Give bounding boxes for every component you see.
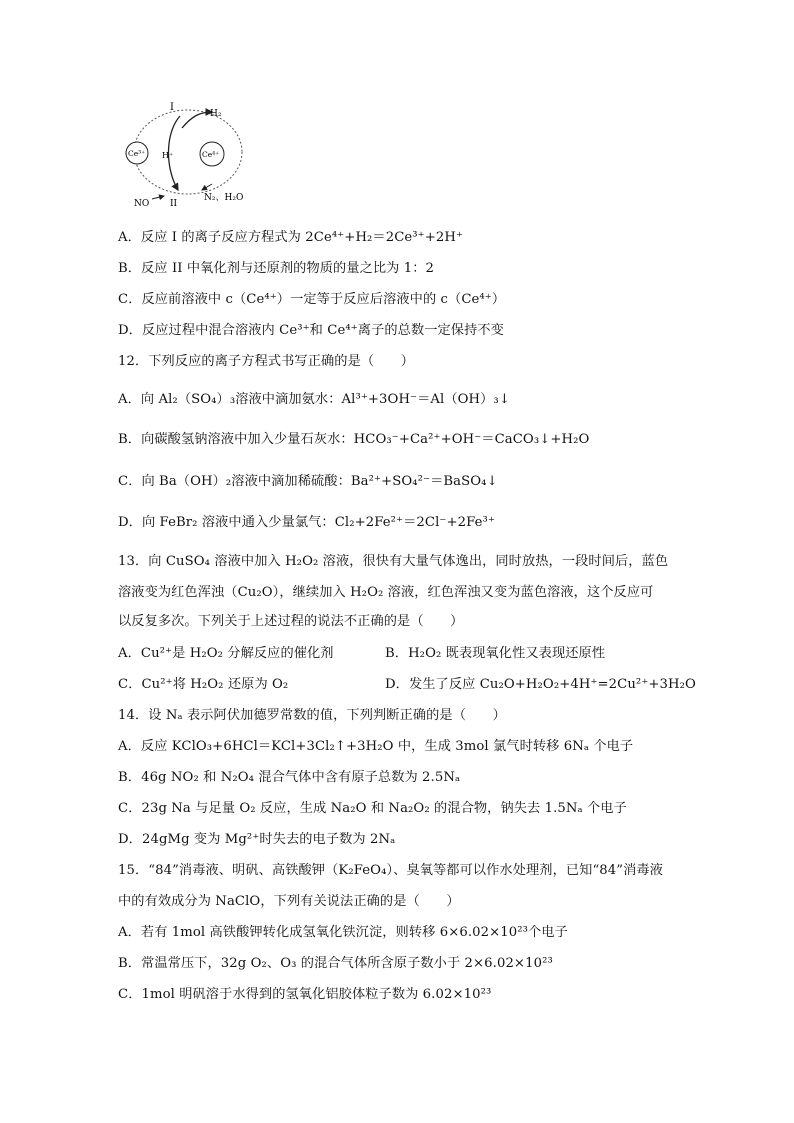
q13-option-a: A．Cu²⁺是 H₂O₂ 分解反应的催化剂 xyxy=(118,646,334,661)
q15-option-c: C．1mol 明矾溶于水得到的氢氧化铝胶体粒子数为 6.02×10²³ xyxy=(118,987,492,1002)
label-i: I xyxy=(170,102,174,113)
arrow-h2-in xyxy=(182,112,212,128)
q14-option-c: C．23g Na 与足量 O₂ 反应，生成 Na₂O 和 Na₂O₂ 的混合物，钠失去 1.5Nₐ 个电子 xyxy=(118,801,627,816)
label-ii: II xyxy=(170,199,178,209)
q12-option-c: C．向 Ba（OH）₂溶液中滴加稀硫酸：Ba²⁺+SO₄²⁻＝BaSO₄↓ xyxy=(118,474,498,489)
label-n2-h2o: N₂、H₂O xyxy=(204,193,244,203)
q15-option-a: A．若有 1mol 高铁酸钾转化成氢氧化铁沉淀，则转移 6×6.02×10²³个电子 xyxy=(118,925,568,940)
cycle-ring xyxy=(134,110,242,194)
q12-stem: 12．下列反应的离子方程式书写正确的是（ ） xyxy=(118,354,415,369)
q12-option-a: A．向 Al₂（SO₄）₃溶液中滴加氨水：Al³⁺+3OH⁻＝Al（OH）₃↓ xyxy=(118,392,510,407)
q12-option-d: D．向 FeBr₂ 溶液中通入少量氯气：Cl₂+2Fe²⁺＝2Cl⁻+2Fe³⁺ xyxy=(118,515,496,530)
label-no: NO xyxy=(134,199,150,209)
q14-option-b: B．46g NO₂ 和 N₂O₄ 混合气体中含有原子总数为 2.5Nₐ xyxy=(118,770,461,785)
q13-stem-line3: 以反复多次。下列关于上述过程的说法不正确的是（ ） xyxy=(118,614,464,629)
label-ce4: Ce⁴⁺ xyxy=(202,150,220,159)
arrow-n2-out xyxy=(202,184,212,190)
q13-option-b: B．H₂O₂ 既表现氧化性又表现还原性 xyxy=(385,646,606,661)
q15-stem-line2: 中的有效成分为 NaClO，下列有关说法正确的是（ ） xyxy=(118,894,460,909)
q13-option-c: C．Cu²⁺将 H₂O₂ 还原为 O₂ xyxy=(118,677,289,692)
q12-option-b: B．向碳酸氢钠溶液中加入少量石灰水：HCO₃⁻+Ca²⁺+OH⁻＝CaCO₃↓+H₂O xyxy=(118,432,590,447)
q15-stem-line1: 15．“84”消毒液、明矾、高铁酸钾（K₂FeO₄）、臭氧等都可以作水处理剂，已知“84”消毒液 xyxy=(118,863,663,878)
q14-option-d: D．24gMg 变为 Mg²⁺时失去的电子数为 2Nₐ xyxy=(118,832,396,847)
arrow-no-in xyxy=(152,196,164,199)
q11-option-a: A．反应 I 的离子反应方程式为 2Ce⁴⁺+H₂＝2Ce³⁺+2H⁺ xyxy=(118,230,464,245)
label-ce3: Ce³⁺ xyxy=(128,149,146,158)
q13-stem-line2: 溶液变为红色浑浊（Cu₂O），继续加入 H₂O₂ 溶液，红色浑浊又变为蓝色溶液，这个反应可 xyxy=(118,585,654,600)
q11-option-d: D．反应过程中混合溶液内 Ce³⁺和 Ce⁴⁺离子的总数一定保持不变 xyxy=(118,323,504,338)
q15-option-b: B．常温常压下，32g O₂、O₃ 的混合气体所含原子数小于 2×6.02×10²³ xyxy=(118,956,553,971)
q11-option-b: B．反应 II 中氧化剂与还原剂的物质的量之比为 1：2 xyxy=(118,261,435,276)
q11-option-c: C．反应前溶液中 c（Ce⁴⁺）一定等于反应后溶液中的 c（Ce⁴⁺） xyxy=(118,292,506,307)
reaction-cycle-diagram xyxy=(120,98,260,212)
q14-stem: 14．设 Nₐ 表示阿伏加德罗常数的值，下列判断正确的是（ ） xyxy=(118,708,506,723)
q13-option-d: D．发生了反应 Cu₂O+H₂O₂+4H⁺=2Cu²⁺+3H₂O xyxy=(385,677,696,692)
label-h-plus: H⁺ xyxy=(162,151,174,160)
q14-option-a: A．反应 KClO₃+6HCl＝KCl+3Cl₂↑+3H₂O 中，生成 3mol 氯气时转移 6Nₐ 个电子 xyxy=(118,739,634,754)
label-h2: H₂ xyxy=(210,109,222,119)
q13-stem-line1: 13．向 CuSO₄ 溶液中加入 H₂O₂ 溶液，很快有大量气体逸出，同时放热，一段时间后，蓝色 xyxy=(118,554,669,569)
